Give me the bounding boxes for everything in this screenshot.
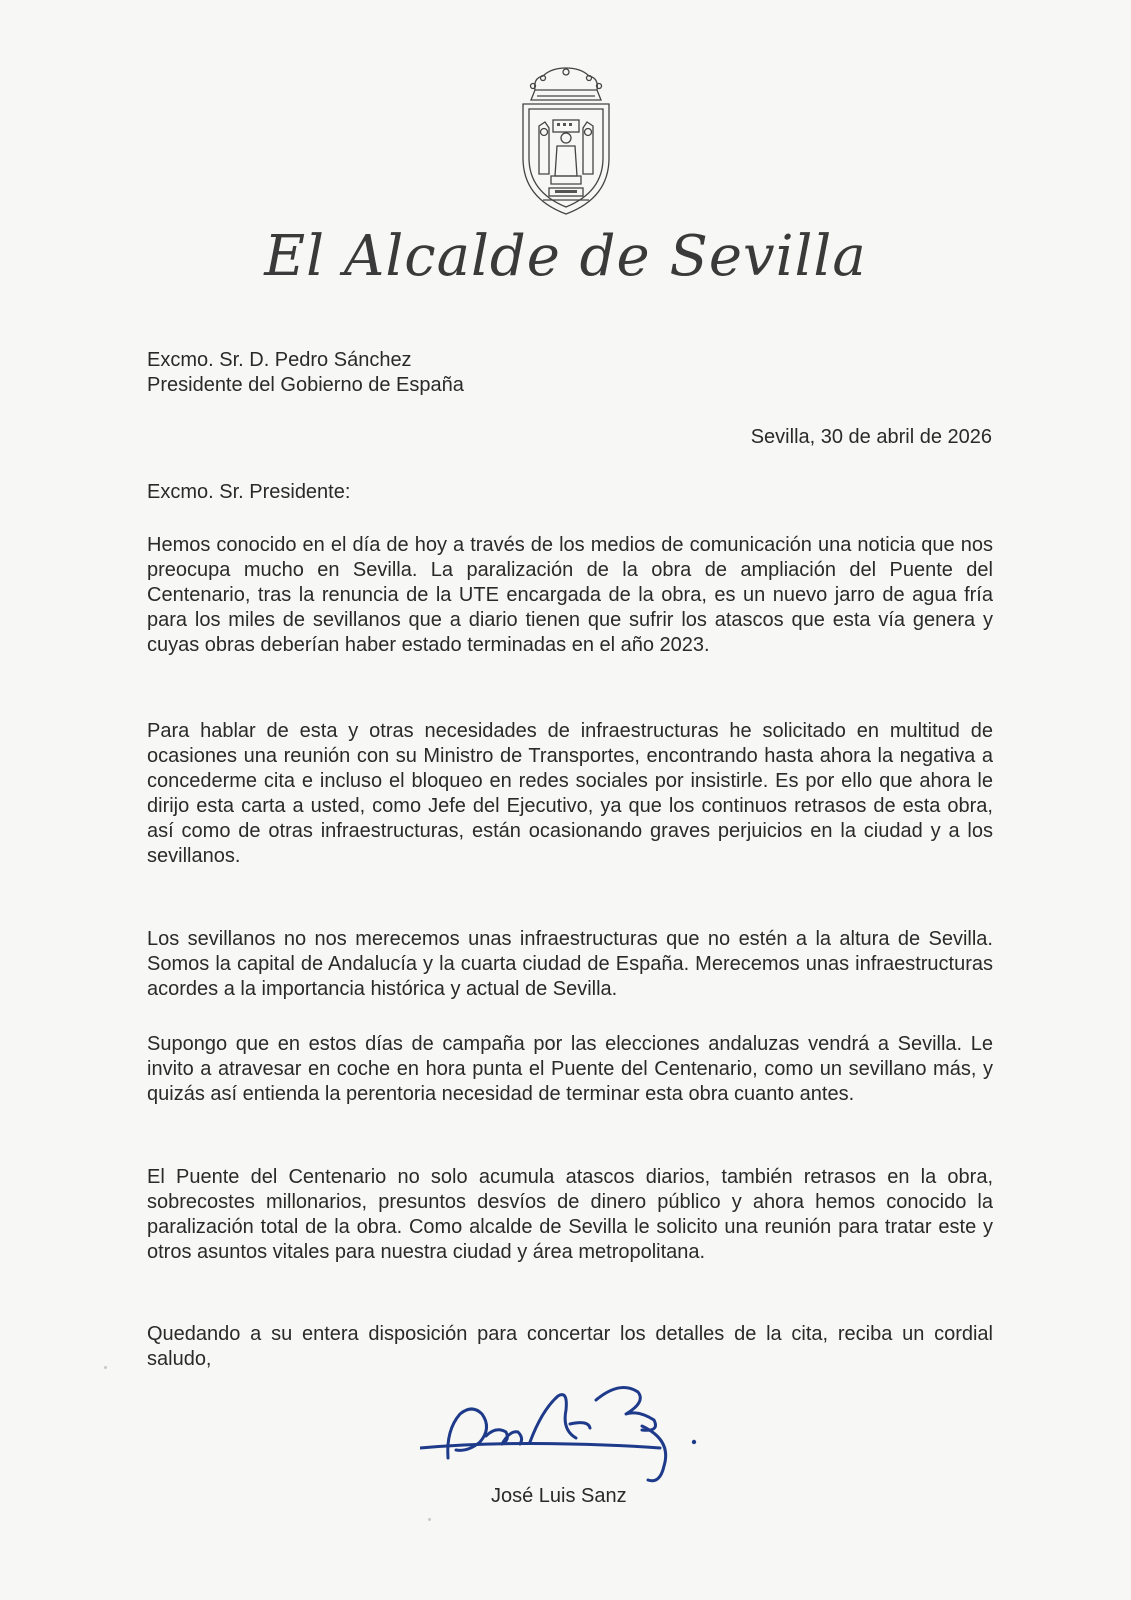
- signature-icon: [420, 1380, 720, 1490]
- paragraph-5: El Puente del Centenario no solo acumula atascos diarios, también retrasos en la obra, sobrecostes millonarios, presuntos desvíos de dinero público y ahora hemos conocido la paralización total de la obra. Como alcalde de Sevilla le solicito una reunión para tratar este y otros asuntos vitales para nuestra ciudad y área metropolitana.: [147, 1166, 993, 1263]
- paragraph-4: Supongo que en estos días de campaña por las elecciones andaluzas vendrá a Sevilla. Le invito a atravesar en coche en hora punta el Puente del Centenario, como un sevillano más, y quizás así entienda la perentoria necesidad de terminar esta obra cuanto antes.: [147, 1033, 993, 1105]
- addressee-name: Excmo. Sr. D. Pedro Sánchez: [147, 349, 412, 371]
- addressee-block: [147, 348, 993, 398]
- letterhead-title: El Alcalde de Sevilla: [264, 224, 867, 289]
- addressee-title: Presidente del Gobierno de España: [147, 374, 464, 396]
- coat-of-arms-icon: [513, 66, 619, 218]
- paper-speck: [428, 1518, 431, 1521]
- salutation: Excmo. Sr. Presidente:: [147, 481, 351, 503]
- paragraph-3: Los sevillanos no nos merecemos unas infraestructuras que no estén a la altura de Sevilla. Somos la capital de Andalucía y la cuarta ciudad de España. Merecemos unas infraestructuras acordes a la importancia histórica y actual de Sevilla.: [147, 928, 993, 1000]
- paper-speck: [104, 1366, 107, 1369]
- paragraph-1: Hemos conocido en el día de hoy a través de los medios de comunicación una noticia que nos preocupa mucho en Sevilla. La paralización de la obra de ampliación del Puente del Centenario, tras la renuncia de la UTE encargada de la obra, es un nuevo jarro de agua fría para los miles de sevillanos que a diario tienen que sufrir los atascos que esta vía genera y cuyas obras deberían haber estado terminadas en el año 2023.: [147, 534, 993, 656]
- paragraph-6: Quedando a su entera disposición para concertar los detalles de la cita, reciba un cordial saludo,: [147, 1323, 993, 1370]
- letter-date: Sevilla, 30 de abril de 2026: [750, 426, 992, 448]
- signer-name: José Luis Sanz: [491, 1485, 627, 1507]
- paragraph-2: Para hablar de esta y otras necesidades de infraestructuras he solicitado en multitud de ocasiones una reunión con su Ministro de Transportes, encontrando hasta ahora la negativa a concederme cita e incluso el bloqueo en redes sociales por insistirle. Es por ello que ahora le dirijo esta carta a usted, como Jefe del Ejecutivo, ya que los continuos retrasos de esta obra, así como de otras infraestructuras, están ocasionando graves perjuicios en la ciudad y a los sevillanos.: [147, 720, 993, 867]
